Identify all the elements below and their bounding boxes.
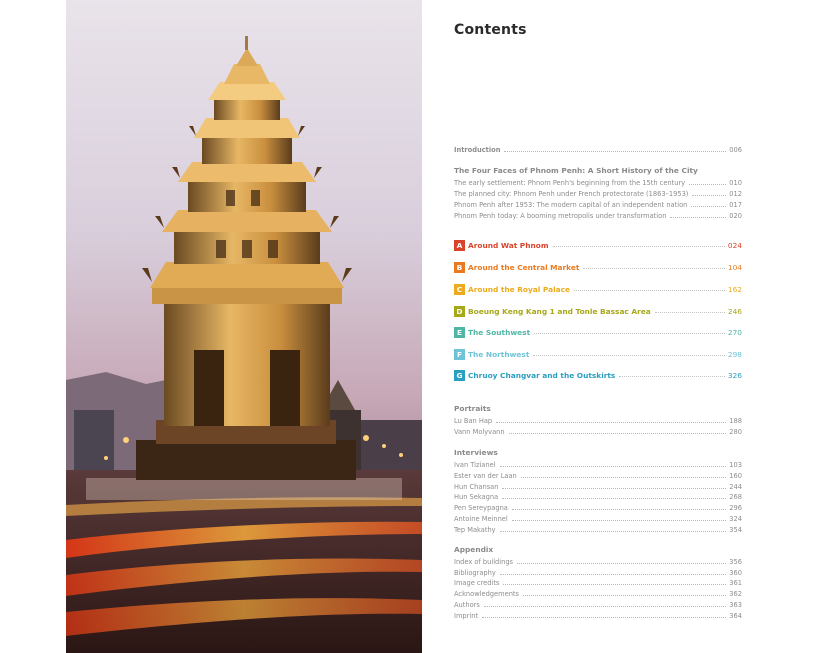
toc-entry-title: Pen Sereypagna — [454, 503, 508, 512]
chapter-letter-badge: G — [454, 370, 465, 381]
leader-dots — [655, 311, 725, 313]
chapter-page: 298 — [727, 350, 742, 359]
toc-entry[interactable] — [454, 210, 742, 220]
chapter-letter-badge: B — [454, 262, 465, 273]
chapter-title: Around the Central Market — [468, 263, 580, 272]
toc-entry[interactable] — [454, 599, 742, 609]
chapter-letter-badge: E — [454, 327, 465, 338]
toc-entry-page: 020 — [729, 211, 742, 220]
leader-dots — [692, 194, 726, 196]
toc-entry-page: 017 — [729, 200, 742, 209]
leader-dots — [583, 267, 724, 269]
leader-dots — [670, 216, 726, 218]
toc-entry-title: Phnom Penh after 1953: The modern capital of an independent nation — [454, 200, 688, 209]
leader-dots — [502, 487, 726, 489]
toc-entry-title: Ivan Tizianel — [454, 460, 496, 469]
toc-entry-title: Tep Makathy — [454, 525, 496, 534]
leader-dots — [574, 289, 725, 291]
leader-dots — [500, 465, 727, 467]
toc-entry[interactable] — [454, 188, 742, 198]
leader-dots — [689, 183, 726, 185]
toc-entry[interactable] — [454, 199, 742, 209]
independence-monument-illustration — [66, 0, 422, 653]
monument-photo — [66, 0, 422, 653]
leader-dots — [503, 583, 726, 585]
leader-dots — [512, 508, 726, 510]
toc-entry-page: 362 — [729, 589, 742, 598]
toc-entry-page: 103 — [729, 460, 742, 469]
toc-entry[interactable] — [454, 459, 742, 469]
chapter-entry-a[interactable] — [454, 240, 742, 251]
toc-entry[interactable] — [454, 426, 742, 436]
chapter-page: 270 — [727, 328, 742, 337]
toc-entry-title: Authors — [454, 600, 480, 609]
toc-entry[interactable] — [454, 470, 742, 480]
chapter-page: 246 — [727, 307, 742, 316]
toc-entry[interactable] — [454, 177, 742, 187]
toc-entry-page: 268 — [729, 492, 742, 501]
leader-dots — [496, 421, 726, 423]
toc-entry-page: 296 — [729, 503, 742, 512]
toc-entry-page: 356 — [729, 557, 742, 566]
toc-entry-title: The early settlement: Phnom Penh's beginning from the 15th century — [454, 178, 686, 187]
toc-entry-title: Vann Molyvann — [454, 427, 505, 436]
chapter-title: The Southwest — [468, 328, 531, 337]
toc-entry-title: Ester van der Laan — [454, 471, 517, 480]
chapter-entry-d[interactable] — [454, 306, 742, 317]
leader-dots — [517, 562, 726, 564]
chapter-letter-badge: F — [454, 349, 465, 360]
leader-dots — [512, 519, 727, 521]
section-heading-interviews: Interviews — [454, 448, 498, 457]
toc-entry-page: 363 — [729, 600, 742, 609]
chapter-entry-b[interactable] — [454, 262, 742, 273]
toc-entry-title: Lu Ban Hap — [454, 416, 493, 425]
chapter-entry-g[interactable] — [454, 370, 742, 381]
chapter-title: The Northwest — [468, 350, 530, 359]
chapter-page: 326 — [727, 371, 742, 380]
leader-dots — [509, 432, 727, 434]
toc-entry-page: 324 — [729, 514, 742, 523]
toc-entry[interactable] — [454, 610, 742, 620]
toc-entry-page: 361 — [729, 578, 742, 587]
toc-entry-title: Acknowledgements — [454, 589, 519, 598]
section-heading-portraits: Portraits — [454, 404, 491, 413]
chapter-letter-badge: D — [454, 306, 465, 317]
toc-entry-page: 012 — [729, 189, 742, 198]
toc-entry[interactable] — [454, 588, 742, 598]
toc-entry-title: Phnom Penh today: A booming metropolis under transformation — [454, 211, 667, 220]
toc-entry[interactable] — [454, 513, 742, 523]
toc-entry[interactable] — [454, 491, 742, 501]
toc-entry[interactable] — [454, 577, 742, 587]
chapter-title: Chruoy Changvar and the Outskirts — [468, 371, 616, 380]
chapter-letter-badge: C — [454, 284, 465, 295]
leader-dots — [523, 594, 726, 596]
contents-page — [422, 0, 817, 653]
toc-entry-title: Image credits — [454, 578, 500, 587]
chapter-page: 162 — [727, 285, 742, 294]
toc-entry-page: 244 — [729, 482, 742, 491]
chapter-title: Boeung Keng Kang 1 and Tonle Bassac Area — [468, 307, 651, 316]
leader-dots — [619, 375, 725, 377]
toc-entry-title: Index of buildings — [454, 557, 514, 566]
toc-entry-title: Introduction — [454, 145, 501, 154]
leader-dots — [534, 332, 725, 334]
toc-entry-page: 010 — [729, 178, 742, 187]
page-title: Contents — [454, 22, 527, 38]
toc-entry-page: 006 — [729, 145, 742, 154]
toc-entry-introduction[interactable] — [454, 144, 742, 154]
toc-entry-title: Hun Sekagna — [454, 492, 499, 501]
leader-dots — [500, 530, 727, 532]
leader-dots — [502, 497, 726, 499]
toc-entry[interactable] — [454, 524, 742, 534]
leader-dots — [553, 245, 725, 247]
leader-dots — [484, 605, 726, 607]
toc-entry-page: 188 — [729, 416, 742, 425]
leader-dots — [533, 354, 725, 356]
leader-dots — [691, 205, 726, 207]
toc-entry-page: 354 — [729, 525, 742, 534]
toc-entry-title: Antoine Meinnel — [454, 514, 508, 523]
toc-entry[interactable] — [454, 415, 742, 425]
chapter-page: 024 — [727, 241, 742, 250]
toc-entry-page: 280 — [729, 427, 742, 436]
chapter-entry-f[interactable] — [454, 349, 742, 360]
toc-entry[interactable] — [454, 567, 742, 577]
leader-dots — [504, 150, 726, 152]
toc-entry-page: 364 — [729, 611, 742, 620]
leader-dots — [500, 573, 727, 575]
toc-entry-title: Hun Chansan — [454, 482, 499, 491]
toc-entry-title: Imprint — [454, 611, 479, 620]
leader-dots — [482, 616, 726, 618]
chapter-page: 104 — [727, 263, 742, 272]
chapter-title: Around Wat Phnom — [468, 241, 549, 250]
toc-entry[interactable] — [454, 481, 742, 491]
section-heading-appendix: Appendix — [454, 545, 494, 554]
toc-entry-title: The planned city: Phnom Penh under French protectorate (1863–1953) — [454, 189, 689, 198]
toc-entry-page: 360 — [729, 568, 742, 577]
chapter-letter-badge: A — [454, 240, 465, 251]
chapter-title: Around the Royal Palace — [468, 285, 571, 294]
section-heading-history: The Four Faces of Phnom Penh: A Short History of the City — [454, 166, 698, 175]
chapter-entry-e[interactable] — [454, 327, 742, 338]
toc-entry[interactable] — [454, 502, 742, 512]
leader-dots — [521, 476, 727, 478]
chapter-entry-c[interactable] — [454, 284, 742, 295]
toc-entry[interactable] — [454, 556, 742, 566]
toc-entry-title: Bibliography — [454, 568, 496, 577]
toc-entry-page: 160 — [729, 471, 742, 480]
